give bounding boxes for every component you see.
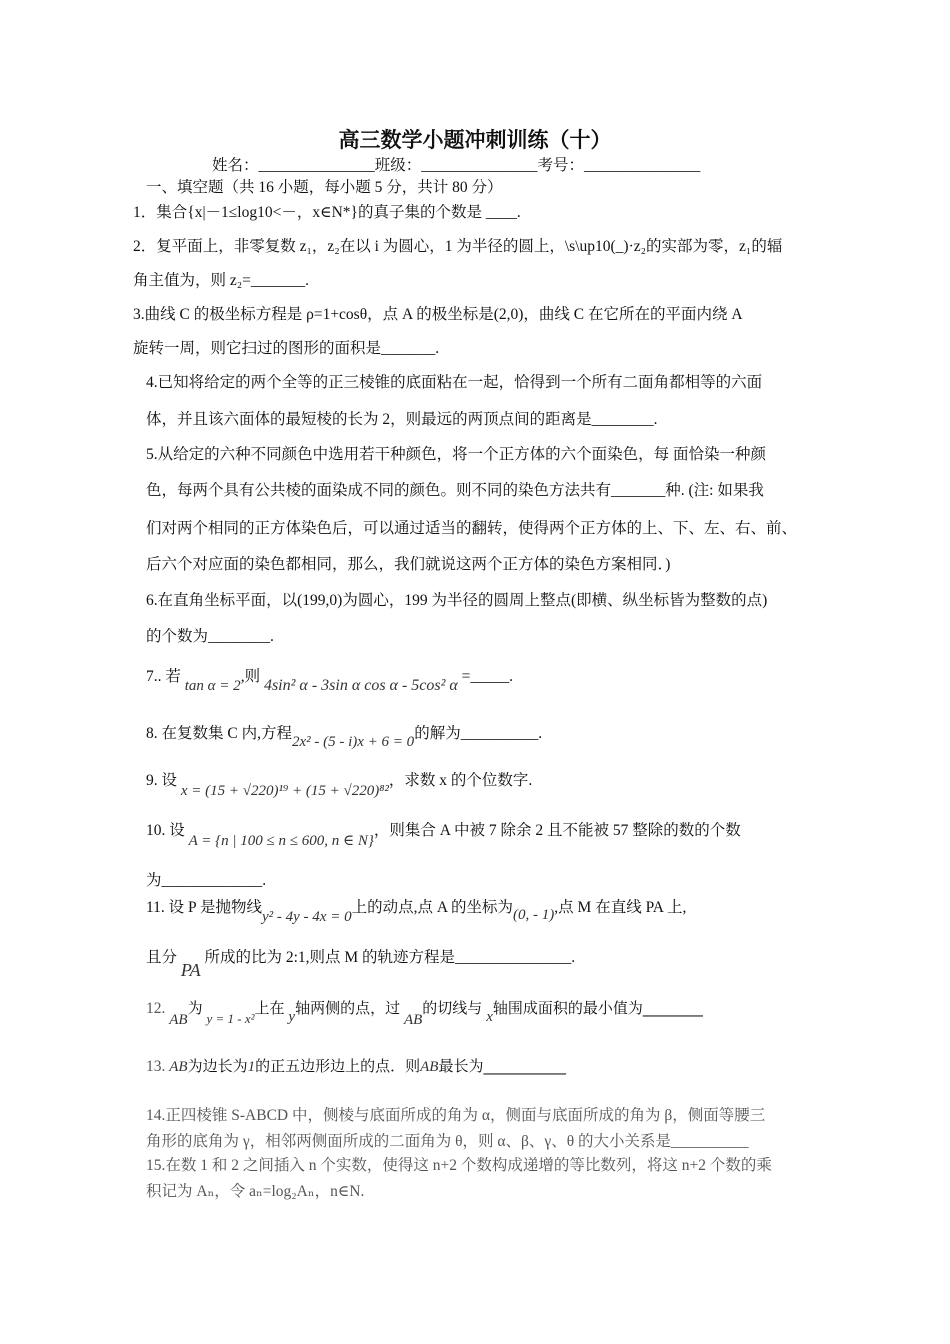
question-12 [146,998,703,1028]
question-5-line-3: 们对两个相同的正方体染色后，可以通过适当的翻转，使得两个正方体的上、下、左、右、前、 [146,520,798,537]
q12-text-d: 的切线与 [422,999,483,1017]
q12-ab-formula-1: AB [169,1012,188,1028]
question-2-line-2: 角主值为，则 z₂=_______. [133,272,310,289]
q11b-prefix: 且分 [146,949,178,966]
question-5-line-4: 后六个对应面的染色都相同，那么，我们就说这两个正方体的染色方案相同．) [146,556,671,573]
q13-number: 13. [146,1058,166,1075]
q11-prefix: 11. 设 P 是抛物线 [146,899,262,916]
q13-ab-formula-2: AB [420,1059,439,1075]
q11-parabola-formula: y² - 4y - 4x = 0 [261,909,352,925]
question-6-line-1: 6.在直角坐标平面，以(199,0)为圆心，199 为半径的圆周上整点(即横、纵坐标皆为整数的点) [146,592,768,609]
q7-connector: ,则 [240,668,261,685]
question-5-line-2: 色，每两个具有公共棱的面染成不同的颜色。则不同的染色方法共有_______种. (注: 如果我 [146,482,764,499]
q11-middle: 上的动点,点 A 的坐标为 [351,899,514,916]
q8-prefix: 8. 在复数集 C 内,方程 [146,725,292,742]
q12-y-formula: y [288,1009,296,1025]
question-15-line-2: 积记为 Aₙ，令 aₙ=log₂Aₙ，n∈N. [146,1183,365,1200]
q8-equation-formula: 2x² - (5 - i)x + 6 = 0 [291,734,415,750]
q9-suffix: ，求数 x 的个位数字. [388,772,533,789]
q12-ab-formula-2: AB [403,1012,423,1028]
q7-condition-formula: tan α = 2 [184,678,241,694]
question-1: 1．集合{x|－1≤log10<－，x∈N*}的真子集的个数是 ____. [133,204,521,221]
question-10-line-2: 为_____________. [146,872,267,889]
q12-text-e: 轴围成面积的最小值为________ [492,999,703,1017]
q13-text-a: 为边长为 [187,1057,248,1075]
q11b-pa-formula: PA [180,960,201,980]
q12-text-b: 上在 [254,999,285,1017]
question-3-line-2: 旋转一周，则它扫过的图形的面积是_______. [133,340,440,357]
q9-prefix: 9. 设 [146,772,178,789]
q11b-suffix: 所成的比为 2:1,则点 M 的轨迹方程是_______________. [204,949,576,966]
question-14-line-2: 角形的底角为 γ，相邻两侧面所成的二面角为 θ，则 α、β、γ、θ 的大小关系是__________ [146,1133,749,1150]
page-title: 高三数学小题冲刺训练（十） [338,128,612,152]
question-10-line-1 [146,821,741,849]
q11-suffix: ,点 M 在直线 PA 上, [554,899,687,916]
q13-ab-formula-1: AB [169,1059,188,1075]
q7-expression-formula: 4sin² α - 3sin α cos α - 5cos² α [263,677,458,694]
q11-point-formula: (0, - 1) [513,907,555,923]
q12-number: 12. [146,1000,166,1017]
q8-suffix: 的解为__________. [414,725,543,742]
student-info-line: 姓名：_______________班级：_______________考号：_______________ [212,157,701,174]
question-3-line-1: 3.曲线 C 的极坐标方程是 ρ=1+cosθ，点 A 的极坐标是(2,0)，曲线 C 在它所在的平面内绕 A [133,306,743,323]
question-4-line-1: 4.已知将给定的两个全等的正三棱锥的底面粘在一起，恰得到一个所有二面角都相等的六面 [146,374,763,391]
q12-curve-formula: y = 1 - x² [206,1011,255,1026]
question-9 [146,771,533,799]
question-15-line-1: 15.在数 1 和 2 之间插入 n 个实数，使得这 n+2 个数构成递增的等比数列，将这 n+2 个数的乘 [146,1157,772,1174]
question-6-line-2: 的个数为________. [146,628,274,645]
q7-suffix: =_____. [461,668,514,685]
q9-formula: x = (15 + √220)¹⁹ + (15 + √220)⁸² [180,783,389,799]
q12-text-c: 轴两侧的点，过 [295,999,401,1017]
section-heading: 一、填空题（共 16 小题，每小题 5 分，共计 80 分） [146,179,503,196]
q12-x-formula: x [486,1009,493,1025]
question-13 [146,1056,566,1077]
q7-prefix: 7.. 若 [146,668,181,685]
q13-one-formula: 1 [247,1059,256,1075]
question-8 [146,724,543,750]
question-2-line-1: 2．复平面上，非零复数 z₁，z₂在以 i 为圆心，1 为半径的圆上，\s\up10(_)·z₂的实部为零，z₁的辐 [133,238,783,255]
question-11-line-1 [146,898,687,925]
q10-prefix: 10. 设 [146,822,185,839]
question-11-line-2 [146,946,576,980]
q13-text-b: 的正五边形边上的点．则 [255,1057,421,1075]
q10-suffix: ，则集合 A 中被 7 除余 2 且不能被 57 整除的数的个数 [373,822,741,839]
q10-set-formula: A = {n | 100 ≤ n ≤ 600, n ∈ N} [188,833,374,849]
question-7 [146,667,514,694]
question-5-line-1: 5.从给定的六种不同颜色中选用若干种颜色，将一个正方体的六个面染色，每 面恰染一种颜 [146,446,767,463]
question-14-line-1: 14.正四棱锥 S-ABCD 中，侧棱与底面所成的角为 α，侧面与底面所成的角为 β，侧面等腰三 [146,1107,766,1124]
q12-text-a: 为 [187,999,203,1017]
question-4-line-2: 体，并且该六面体的最短棱的长为 2，则最远的两顶点间的距离是________. [146,411,658,428]
q13-text-c: 最长为___________ [438,1057,566,1075]
